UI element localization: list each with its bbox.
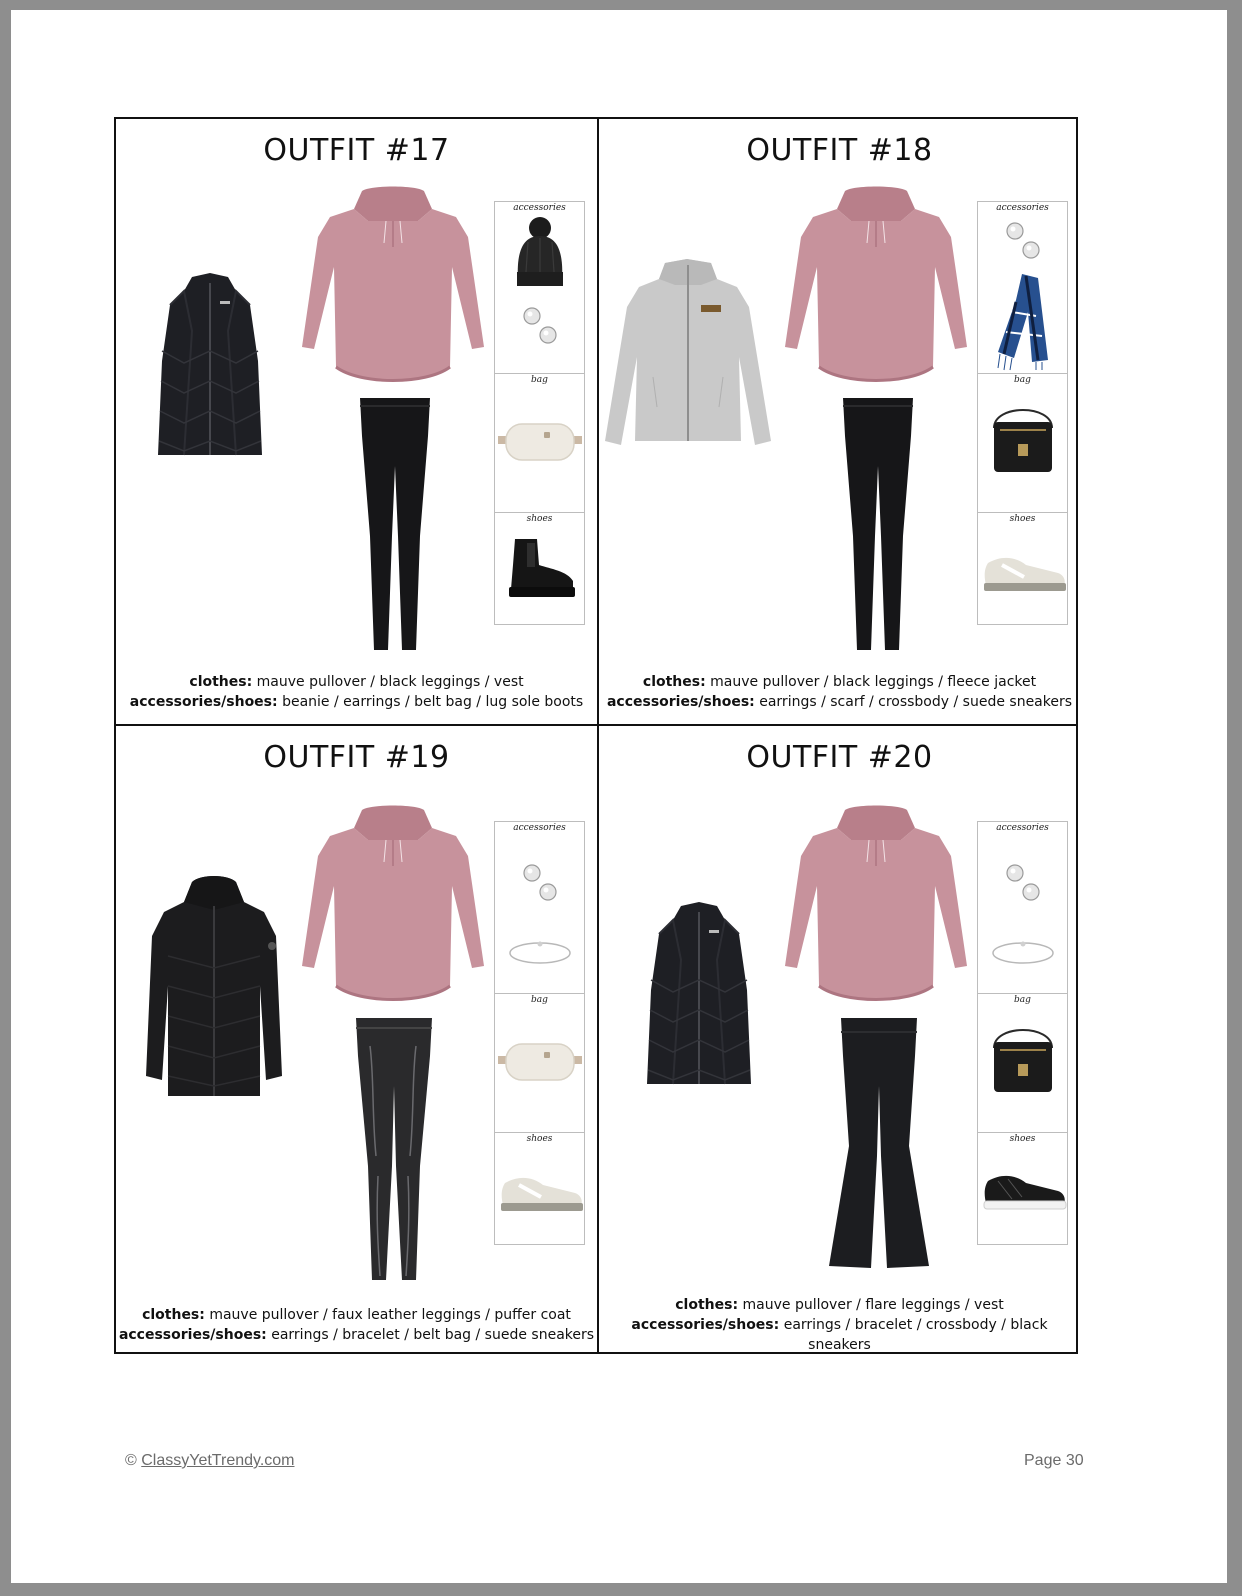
bag-label: bag <box>1014 995 1031 1005</box>
accessory-panel <box>494 821 585 1245</box>
accessories-list: beanie / earrings / belt bag / lug sole boots <box>282 694 584 710</box>
shoes-section <box>978 1132 1067 1246</box>
accessories-shoes-label: accessories/shoes: <box>631 1317 780 1333</box>
black-leggings-image <box>354 396 436 654</box>
outfit-card-18 <box>599 119 1080 724</box>
shoes-section <box>495 1132 584 1246</box>
shoes-section <box>495 512 584 626</box>
bag-label: bag <box>531 375 548 385</box>
accessories-list: earrings / bracelet / belt bag / suede sneakers <box>271 1327 595 1343</box>
shoes-label: shoes <box>526 514 553 524</box>
clothes-label: clothes: <box>642 674 706 690</box>
outfit-caption <box>599 1295 1080 1355</box>
accessories-label: accessories <box>513 203 566 213</box>
shoes-label: shoes <box>526 1134 553 1144</box>
mauve-hoodie-image <box>783 187 969 387</box>
black-sneakers-image <box>982 1169 1066 1211</box>
bag-section <box>495 993 584 1133</box>
outfit-card-17 <box>116 119 597 724</box>
earrings-image <box>521 305 561 347</box>
accessories-list: earrings / bracelet / crossbody / black sneakers <box>783 1317 1048 1353</box>
belt-bag-image <box>498 1040 582 1082</box>
vest-image <box>154 271 266 461</box>
fleece-jacket-image <box>603 257 773 457</box>
accessories-label: accessories <box>996 203 1049 213</box>
crossbody-bag-image <box>988 394 1058 478</box>
site-link[interactable]: ClassyYetTrendy.com <box>141 1452 295 1469</box>
bag-section <box>978 993 1067 1133</box>
bag-section <box>495 373 584 513</box>
accessory-panel <box>494 201 585 625</box>
clothes-list: mauve pullover / flare leggings / vest <box>742 1297 1004 1313</box>
clothes-label: clothes: <box>189 674 253 690</box>
bracelet-image <box>507 938 573 968</box>
outfit-title: OUTFIT #18 <box>746 133 933 168</box>
bracelet-image <box>990 938 1056 968</box>
beanie-image <box>512 216 568 288</box>
clothes-list: mauve pullover / faux leather leggings / puffer coat <box>209 1307 571 1323</box>
accessory-panel <box>977 201 1068 625</box>
accessories-section <box>978 202 1067 373</box>
accessories-shoes-label: accessories/shoes: <box>129 694 278 710</box>
accessories-label: accessories <box>996 823 1049 833</box>
suede-sneakers-image <box>982 551 1066 593</box>
accessories-section <box>978 822 1067 993</box>
outfit-caption <box>116 1305 597 1345</box>
accessories-label: accessories <box>513 823 566 833</box>
copyright-symbol: © <box>125 1452 137 1469</box>
bag-section <box>978 373 1067 513</box>
earrings-image <box>521 862 561 904</box>
outfit-card-20 <box>599 726 1080 1352</box>
mauve-hoodie-image <box>783 806 969 1006</box>
puffer-coat-image <box>144 876 284 1104</box>
outfit-title: OUTFIT #19 <box>263 740 450 775</box>
crossbody-bag-image <box>988 1014 1058 1098</box>
faux-leather-leggings-image <box>350 1016 438 1284</box>
vest-image <box>643 900 755 1090</box>
shoes-label: shoes <box>1009 1134 1036 1144</box>
shoes-label: shoes <box>1009 514 1036 524</box>
outfit-caption <box>116 672 597 712</box>
bag-label: bag <box>1014 375 1031 385</box>
mauve-hoodie-image <box>300 806 486 1006</box>
earrings-image <box>1004 220 1044 262</box>
plaid-scarf-image <box>992 272 1056 370</box>
bag-label: bag <box>531 995 548 1005</box>
belt-bag-image <box>498 420 582 462</box>
black-leggings-image <box>837 396 919 654</box>
accessories-shoes-label: accessories/shoes: <box>606 694 755 710</box>
clothes-list: mauve pullover / black leggings / fleece jacket <box>710 674 1037 690</box>
clothes-label: clothes: <box>675 1297 739 1313</box>
mauve-hoodie-image <box>300 187 486 387</box>
outfit-title: OUTFIT #17 <box>263 133 450 168</box>
accessory-panel <box>977 821 1068 1245</box>
accessories-section <box>495 202 584 373</box>
footer-copyright <box>125 1452 295 1470</box>
earrings-image <box>1004 862 1044 904</box>
clothes-list: mauve pullover / black leggings / vest <box>256 674 524 690</box>
accessories-list: earrings / scarf / crossbody / suede sneakers <box>759 694 1073 710</box>
clothes-label: clothes: <box>142 1307 205 1323</box>
outfit-grid <box>114 117 1078 1354</box>
flare-leggings-image <box>827 1016 931 1272</box>
outfit-title: OUTFIT #20 <box>746 740 933 775</box>
lug-sole-boots-image <box>503 535 579 601</box>
outfit-caption <box>599 672 1080 712</box>
accessories-shoes-label: accessories/shoes: <box>118 1327 267 1343</box>
outfit-card-19 <box>116 726 597 1352</box>
shoes-section <box>978 512 1067 626</box>
page-number: Page 30 <box>1024 1452 1084 1469</box>
suede-sneakers-image <box>499 1171 583 1213</box>
accessories-section <box>495 822 584 993</box>
